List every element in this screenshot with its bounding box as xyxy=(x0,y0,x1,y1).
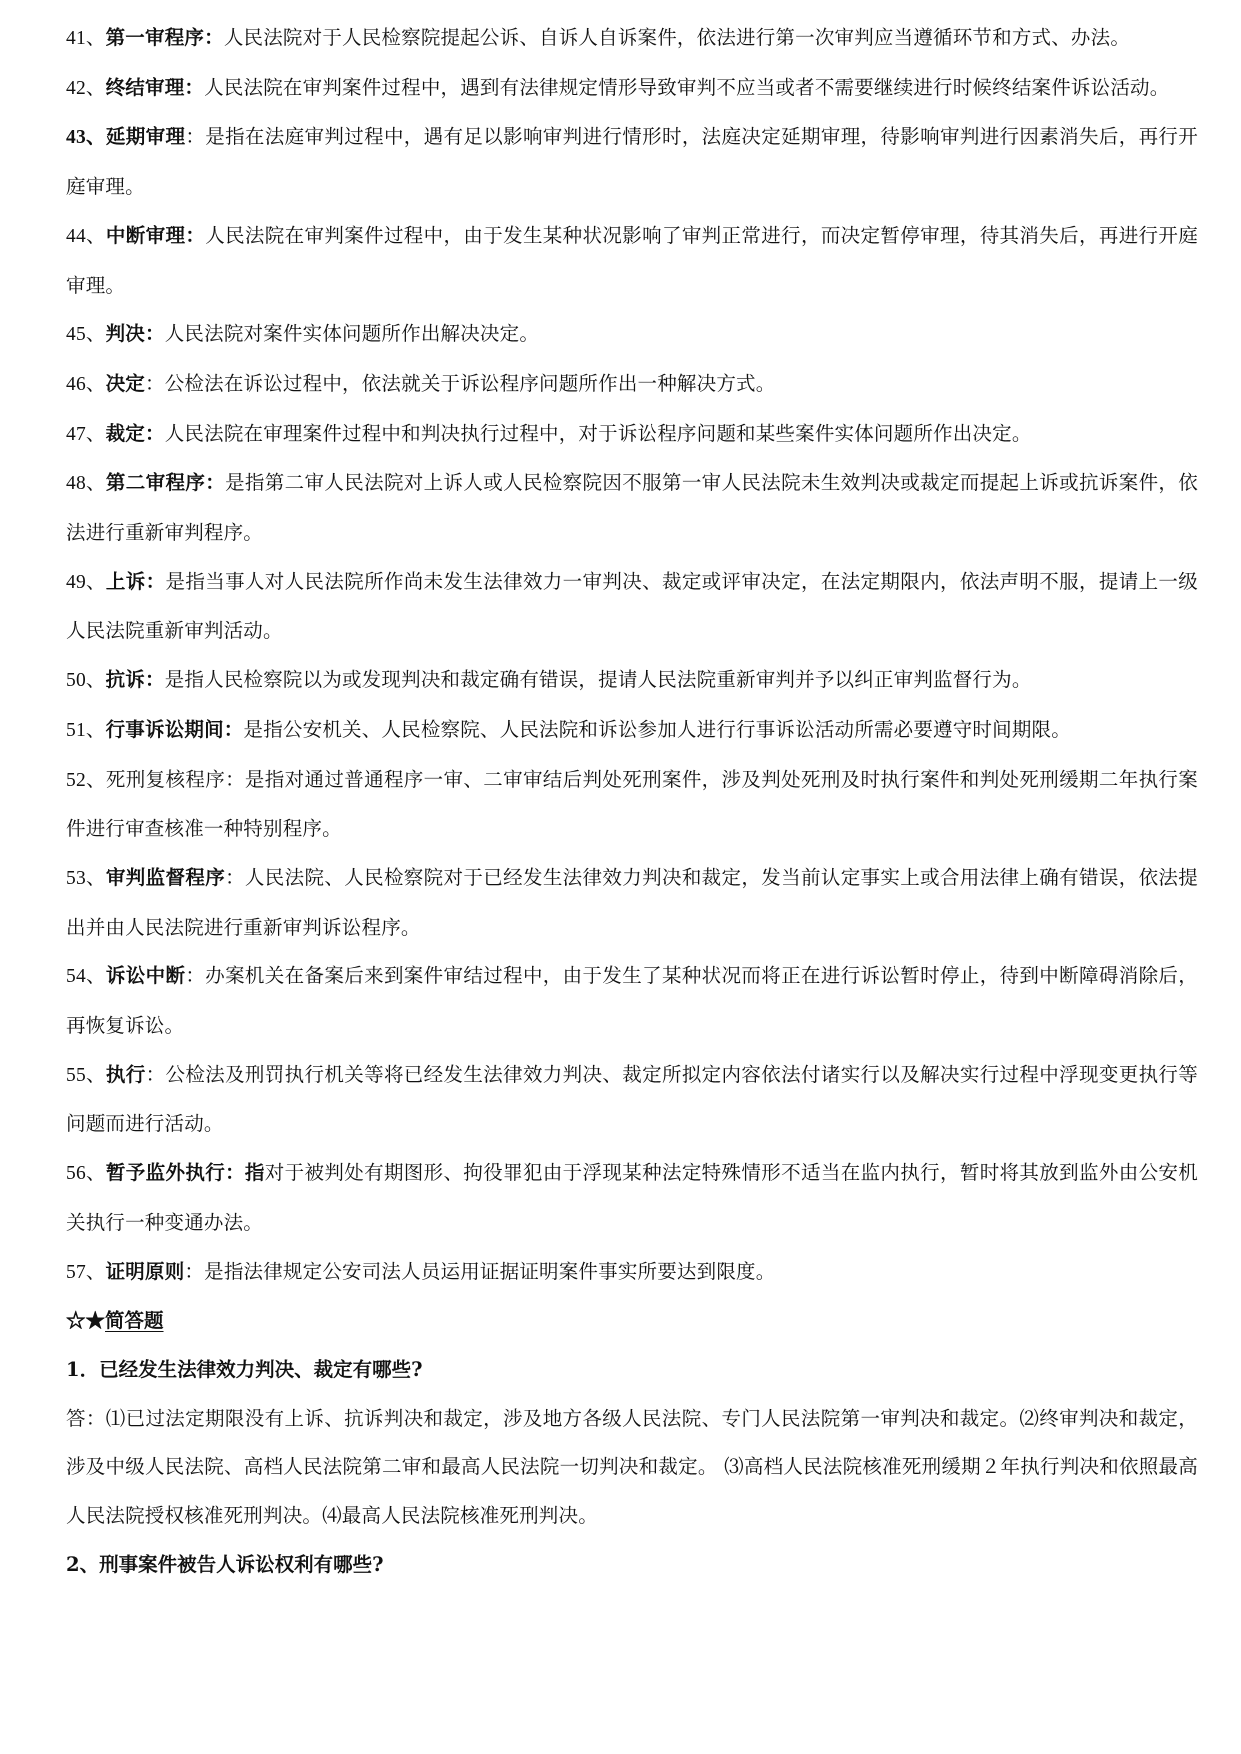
term-name: 诉讼中断 xyxy=(105,964,186,988)
question-2: 2、刑事案件被告人诉讼权利有哪些? xyxy=(66,1552,384,1576)
term-entry-56 xyxy=(66,1149,1198,1247)
term-entry-57 xyxy=(66,1248,1198,1298)
term-definition: ：是指法律规定公安司法人员运用证据证明案件事实所要达到限度。 xyxy=(184,1259,776,1283)
term-number: 47、 xyxy=(66,423,106,445)
term-number: 48、 xyxy=(66,473,106,495)
term-definition: 对于被判处有期图形、拘役罪犯由于浮现某种法定特殊情形不适当在监内执行，暂时将其放到监外由公安机关执行一种变通办法。 xyxy=(66,1161,1198,1234)
term-entry-52 xyxy=(66,756,1198,854)
term-number: 55、 xyxy=(66,1064,106,1086)
term-definition: ：公检法及刑罚执行机关等将已经发生法律效力判决、裁定所拟定内容依法付诸实行以及解决实行过程中浮现变更执行等问题而进行活动。 xyxy=(66,1062,1198,1136)
answer-1: 答：⑴已过法定期限没有上诉、抗诉判决和裁定，涉及地方各级人民法院、专门人民法院第一审判决和裁定。⑵终审判决和裁定，涉及中级人民法院、高档人民法院第二审和最高人民法院一切判决和裁定。 ⑶高档人民法院核准死刑缓期２年执行判决和依照最高人民法院授权核准死刑判决。⑷最高人民法院核准死刑判决。 xyxy=(66,1406,1198,1528)
term-entry-51 xyxy=(66,706,1198,756)
term-number: 46、 xyxy=(66,373,106,395)
term-definition: 人民法院在审理案件过程中和判决执行过程中，对于诉讼程序问题和某些案件实体问题所作出决定。 xyxy=(164,421,1032,445)
question-1: 1．已经发生法律效力判决、裁定有哪些? xyxy=(66,1357,423,1381)
term-number: 54、 xyxy=(66,966,106,988)
term-definition: ：人民法院、人民检察院对于已经发生法律效力判决和裁定，发当前认定事实上或合用法律上确有错误，依法提出并由人民法院进行重新审判诉讼程序。 xyxy=(66,865,1198,939)
term-definition: 是指人民检察院以为或发现判决和裁定确有错误，提请人民法院重新审判并予以纠正审判监督行为。 xyxy=(164,668,1032,692)
term-number: 57、 xyxy=(66,1261,106,1283)
term-entry-44 xyxy=(66,212,1198,310)
term-name: 裁定： xyxy=(105,421,165,445)
term-name: 抗诉： xyxy=(105,668,165,692)
term-name: 决定 xyxy=(105,371,146,395)
term-entry-49 xyxy=(66,558,1198,656)
term-name: 终结审理： xyxy=(105,75,205,99)
term-number: 56、 xyxy=(66,1163,106,1185)
term-definition: 人民法院在审判案件过程中，由于发生某种状况影响了审判正常进行，而决定暂停审理，待其消失后，再进行开庭审理。 xyxy=(66,223,1198,297)
term-name: 暂予监外执行：指 xyxy=(105,1161,265,1185)
term-entry-47 xyxy=(66,410,1198,460)
term-entry-43 xyxy=(66,113,1198,211)
term-number: 43、 xyxy=(66,127,106,149)
term-definition: ：是指在法庭审判过程中，遇有足以影响审判进行情形时，法庭决定延期审理，待影响审判进行因素消失后，再行开庭审理。 xyxy=(66,125,1198,199)
term-name: 执行 xyxy=(105,1062,146,1086)
term-name: 行事诉讼期间： xyxy=(105,717,244,741)
term-name: 第一审程序： xyxy=(105,26,224,49)
term-number: 41、 xyxy=(66,28,106,49)
term-definition: 是指当事人对人民法院所作尚未发生法律效力一审判决、裁定或评审决定，在法定期限内，依法声明不服，提请上一级人民法院重新审判活动。 xyxy=(66,569,1198,643)
term-entry-45 xyxy=(66,310,1198,360)
term-name: 第二审程序： xyxy=(105,471,226,495)
document-page xyxy=(66,14,1198,1590)
section-title: 简答题 xyxy=(105,1309,164,1333)
term-number: 44、 xyxy=(66,225,106,247)
term-number: 50、 xyxy=(66,670,106,692)
term-definition: 人民法院对于人民检察院提起公诉、自诉人自诉案件，依法进行第一次审判应当遵循环节和方式、办法。 xyxy=(223,26,1131,49)
term-name: 判决： xyxy=(105,322,165,346)
term-number: 45、 xyxy=(66,324,106,346)
term-entry-42 xyxy=(66,64,1198,114)
term-number: 53、 xyxy=(66,867,106,889)
term-entry-48 xyxy=(66,459,1198,557)
term-name: 上诉： xyxy=(105,569,166,593)
term-number: 42、 xyxy=(66,77,106,99)
term-number: 51、 xyxy=(66,719,106,741)
term-definition: 人民法院对案件实体问题所作出解决决定。 xyxy=(164,322,540,346)
star-icon: ☆★ xyxy=(66,1309,106,1333)
term-number: 52、 xyxy=(66,769,106,791)
term-definition: ：办案机关在备案后来到案件审结过程中，由于发生了某种状况而将正在进行诉讼暂时停止，待到中断障碍消除后，再恢复诉讼。 xyxy=(66,964,1198,1038)
term-name: 证明原则 xyxy=(105,1259,185,1283)
term-definition: 死刑复核程序：是指对通过普通程序一审、二审审结后判处死刑案件，涉及判处死刑及时执行案件和判处死刑缓期二年执行案件进行审查核准一种特别程序。 xyxy=(66,767,1198,841)
term-name: 审判监督程序 xyxy=(105,865,226,889)
term-entry-46 xyxy=(66,360,1198,410)
term-entry-55 xyxy=(66,1051,1198,1149)
term-definition: ：公检法在诉讼过程中，依法就关于诉讼程序问题所作出一种解决方式。 xyxy=(145,371,776,395)
term-entry-54 xyxy=(66,952,1198,1050)
term-name: 中断审理： xyxy=(105,223,206,247)
term-entry-50 xyxy=(66,656,1198,706)
term-name: 延期审理 xyxy=(105,125,186,149)
term-entry-41 xyxy=(66,14,1198,64)
term-definition: 是指公安机关、人民检察院、人民法院和诉讼参加人进行行事诉讼活动所需必要遵守时间期限。 xyxy=(243,717,1071,741)
term-number: 49、 xyxy=(66,571,106,593)
term-entry-53 xyxy=(66,854,1198,952)
section-heading xyxy=(66,1297,1198,1346)
term-definition: 是指第二审人民法院对上诉人或人民检察院因不服第一审人民法院未生效判决或裁定而提起上诉或抗诉案件，依法进行重新审判程序。 xyxy=(66,471,1198,545)
term-definition: 人民法院在审判案件过程中，遇到有法律规定情形导致审判不应当或者不需要继续进行时候终结案件诉讼活动。 xyxy=(204,75,1170,99)
